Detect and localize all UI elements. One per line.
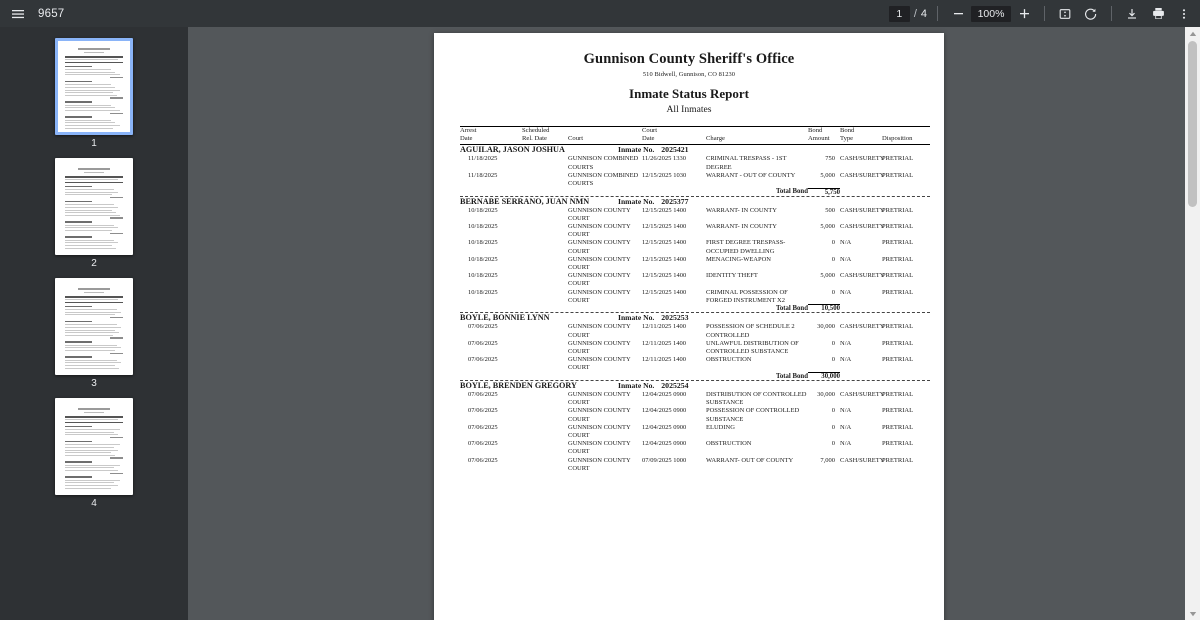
cell-bond-amount: 30,000 xyxy=(817,323,835,331)
fit-to-page-icon[interactable] xyxy=(1055,4,1075,24)
cell-arrest-date: 07/06/2025 xyxy=(468,323,498,331)
cell-bond-type: CASH/SURETY xyxy=(840,323,885,331)
cell-arrest-date: 11/18/2025 xyxy=(468,171,498,179)
cell-arrest-date: 07/06/2025 xyxy=(468,440,498,448)
download-icon[interactable] xyxy=(1122,4,1142,24)
column-header-4: Charge xyxy=(706,135,725,143)
charge-row xyxy=(460,356,930,372)
thumbnail-preview xyxy=(60,403,128,490)
cell-bond-amount: 0 xyxy=(831,255,835,263)
inmate-name: BOYLE, BONNIE LYNN xyxy=(460,313,550,323)
cell-arrest-date: 07/06/2025 xyxy=(468,356,498,364)
page-separator: / xyxy=(913,7,917,20)
cell-bond-amount: 0 xyxy=(831,423,835,431)
cell-bond-type: CASH/SURETY xyxy=(840,155,885,163)
cell-sched-rel-date xyxy=(522,223,568,239)
cell-bond-type: CASH/SURETY xyxy=(840,223,885,230)
cell-sched-rel-date xyxy=(522,340,568,356)
report-scope: All Inmates xyxy=(666,104,712,115)
cell-court-date: 07/09/2025 1000 xyxy=(642,456,687,464)
inmate-number: 2025421 xyxy=(661,145,689,155)
report-table-body xyxy=(460,127,930,473)
cell-charge: WARRANT - OUT OF COUNTY xyxy=(706,171,796,179)
cell-sched-rel-date xyxy=(522,457,568,473)
cell-court: GUNNISON COUNTY COURT xyxy=(568,239,631,255)
cell-disposition: PRETRIAL xyxy=(882,423,914,431)
cell-charge: CRIMINAL TRESPASS - 1ST DEGREE xyxy=(706,155,787,171)
inmate-report-table xyxy=(460,126,930,473)
cell-charge: OBSTRUCTION xyxy=(706,440,752,448)
thumbnail-item-1[interactable] xyxy=(0,38,188,149)
cell-charge: WARRANT- OUT OF COUNTY xyxy=(706,456,794,464)
cell-disposition: PRETRIAL xyxy=(882,407,914,415)
cell-arrest-date: 07/06/2025 xyxy=(468,456,498,464)
cell-sched-rel-date xyxy=(522,239,568,255)
cell-sched-rel-date xyxy=(522,323,568,339)
cell-bond-type: N/A xyxy=(840,239,852,247)
zoom-level-input[interactable] xyxy=(971,6,1011,22)
cell-court: GUNNISON COUNTY COURT xyxy=(568,223,631,239)
inmate-header-cell xyxy=(460,313,930,323)
charge-row xyxy=(460,239,930,255)
thumbnail-number: 1 xyxy=(91,138,97,149)
thumbnail-item-4[interactable] xyxy=(0,398,188,509)
cell-arrest-date: 10/18/2025 xyxy=(468,255,498,263)
toolbar-right-group xyxy=(889,4,1200,24)
cell-sched-rel-date xyxy=(522,272,568,288)
cell-arrest-date: 07/06/2025 xyxy=(468,339,498,347)
cell-sched-rel-date xyxy=(522,207,568,223)
cell-court: GUNNISON COUNTY COURT xyxy=(568,339,631,355)
cell-court: GUNNISON COUNTY COURT xyxy=(568,407,631,423)
cell-disposition: PRETRIAL xyxy=(882,239,914,247)
total-bond-row xyxy=(460,373,930,381)
more-options-icon[interactable] xyxy=(1174,4,1194,24)
thumbnail-item-3[interactable] xyxy=(0,278,188,389)
thumbnail-page-3[interactable] xyxy=(55,278,133,375)
cell-sched-rel-date xyxy=(522,356,568,372)
column-header-3: Court Date xyxy=(642,127,658,143)
thumbnail-number: 3 xyxy=(91,378,97,389)
cell-court: GUNNISON COUNTY COURT xyxy=(568,255,631,271)
cell-court-date: 12/15/2025 1400 xyxy=(642,239,687,247)
thumbnail-list xyxy=(0,27,188,509)
cell-bond-amount: 750 xyxy=(825,155,835,163)
zoom-in-icon[interactable] xyxy=(1014,4,1034,24)
cell-disposition: PRETRIAL xyxy=(882,339,914,347)
inmate-number: 2025254 xyxy=(661,381,689,390)
cell-court-date: 12/04/2025 0900 xyxy=(642,407,687,415)
cell-court-date: 12/15/2025 1400 xyxy=(642,255,687,263)
current-page-input[interactable] xyxy=(889,6,910,22)
cell-bond-type: N/A xyxy=(840,339,852,347)
column-header-1: Scheduled Rel. Date xyxy=(522,127,550,143)
cell-court-date: 12/11/2025 1400 xyxy=(642,323,686,331)
cell-bond-amount: 0 xyxy=(831,239,835,247)
cell-bond-amount: 5,000 xyxy=(820,223,835,230)
cell-bond-type: CASH/SURETY xyxy=(840,391,885,398)
inmate-name-row xyxy=(460,381,930,391)
inmate-number: 2025377 xyxy=(661,196,689,206)
total-bond-value: 30,000 xyxy=(808,373,840,381)
inmate-no-label: Inmate No. xyxy=(618,381,655,390)
print-icon[interactable] xyxy=(1148,4,1168,24)
cell-court-date: 12/15/2025 1030 xyxy=(642,171,687,179)
cell-sched-rel-date xyxy=(522,391,568,407)
cell-bond-amount: 500 xyxy=(825,206,835,214)
cell-bond-amount: 5,000 xyxy=(820,171,835,179)
cell-sched-rel-date xyxy=(522,407,568,423)
cell-arrest-date: 10/18/2025 xyxy=(468,288,498,296)
charge-row xyxy=(460,172,930,188)
charge-row xyxy=(460,223,930,239)
cell-bond-amount: 0 xyxy=(831,339,835,347)
inmate-name-row xyxy=(460,197,930,207)
thumbnail-preview xyxy=(60,283,128,370)
cell-sched-rel-date xyxy=(522,256,568,272)
cell-bond-amount: 5,000 xyxy=(820,272,835,280)
scroll-down-arrow-icon[interactable] xyxy=(1185,607,1200,620)
charge-row xyxy=(460,155,930,171)
pdf-toolbar xyxy=(0,0,1200,27)
cell-court-date: 12/04/2025 0900 xyxy=(642,391,687,398)
cell-charge: IDENTITY THEFT xyxy=(706,272,758,280)
cell-disposition: PRETRIAL xyxy=(882,206,914,214)
cell-court-date: 12/11/2025 1400 xyxy=(642,356,686,364)
cell-disposition: PRETRIAL xyxy=(882,288,914,296)
cell-arrest-date: 07/06/2025 xyxy=(468,407,498,415)
column-header-6: Bond Type xyxy=(840,127,855,143)
inmate-name: BOYLE, BRENDEN GREGORY xyxy=(460,381,577,390)
cell-bond-type: N/A xyxy=(840,407,852,415)
toolbar-divider-2 xyxy=(1044,6,1045,21)
cell-court-date: 12/15/2025 1400 xyxy=(642,288,687,296)
total-bond-label: Total Bond xyxy=(775,188,808,196)
cell-bond-amount: 0 xyxy=(831,288,835,296)
charge-row xyxy=(460,323,930,339)
charge-row xyxy=(460,407,930,423)
page-content xyxy=(434,33,944,473)
cell-sched-rel-date xyxy=(522,172,568,188)
thumbnail-page-1[interactable] xyxy=(55,38,133,135)
cell-court: GUNNISON COUNTY COURT xyxy=(568,323,631,339)
cell-charge: ELUDING xyxy=(706,423,735,431)
cell-disposition: PRETRIAL xyxy=(882,255,914,263)
total-bond-row xyxy=(460,305,930,313)
thumbnail-item-2[interactable] xyxy=(0,158,188,269)
cell-bond-amount: 7,000 xyxy=(820,456,835,464)
thumbnail-preview xyxy=(60,43,128,130)
cell-disposition: PRETRIAL xyxy=(882,223,914,230)
cell-court: GUNNISON COUNTY COURT xyxy=(568,206,631,222)
cell-court: GUNNISON COUNTY COURT xyxy=(568,423,631,439)
rotate-icon[interactable] xyxy=(1081,4,1101,24)
cell-bond-type: N/A xyxy=(840,440,852,448)
cell-bond-type: CASH/SURETY xyxy=(840,206,885,214)
inmate-no-label: Inmate No. xyxy=(618,313,655,323)
thumbnail-page-2[interactable] xyxy=(55,158,133,255)
column-header-7: Disposition xyxy=(882,135,913,143)
charge-row xyxy=(460,289,930,305)
vertical-scrollbar[interactable] xyxy=(1185,27,1200,620)
cell-bond-type: CASH/SURETY xyxy=(840,456,885,464)
total-bond-value: 10,500 xyxy=(808,305,840,313)
inmate-name-row xyxy=(460,313,930,323)
cell-court: GUNNISON COMBINED COURTS xyxy=(568,171,639,187)
cell-disposition: PRETRIAL xyxy=(882,356,914,364)
cell-charge: WARRANT- IN COUNTY xyxy=(706,206,777,214)
cell-arrest-date: 11/18/2025 xyxy=(468,155,498,163)
cell-arrest-date: 07/06/2025 xyxy=(468,423,498,431)
cell-bond-amount: 0 xyxy=(831,440,835,448)
cell-arrest-date: 10/18/2025 xyxy=(468,272,498,280)
toolbar-divider-3 xyxy=(1111,6,1112,21)
cell-charge: POSSESSION OF CONTROLLED SUBSTANCE xyxy=(706,407,800,423)
cell-arrest-date: 10/18/2025 xyxy=(468,223,498,230)
cell-court: GUNNISON COUNTY COURT xyxy=(568,440,631,456)
cell-court-date: 11/26/2025 1330 xyxy=(642,155,686,163)
cell-charge: POSSESSION OF SCHEDULE 2 CONTROLLED xyxy=(706,323,795,339)
total-bond-value: 5,750 xyxy=(808,188,840,196)
inmate-name: BERNABE SERRANO, JUAN NMN xyxy=(460,196,590,206)
cell-disposition: PRETRIAL xyxy=(882,272,914,280)
charge-row xyxy=(460,391,930,407)
cell-bond-type: N/A xyxy=(840,423,852,431)
cell-disposition: PRETRIAL xyxy=(882,391,914,398)
zoom-out-icon[interactable] xyxy=(948,4,968,24)
report-title: Inmate Status Report xyxy=(629,86,749,101)
column-header-2: Court xyxy=(568,135,584,143)
inmate-name: AGUILAR, JASON JOSHUA xyxy=(460,145,565,155)
inmate-header-cell xyxy=(460,197,930,207)
charge-row xyxy=(460,207,930,223)
cell-court: GUNNISON COUNTY COURT xyxy=(568,272,631,288)
charge-row xyxy=(460,424,930,440)
toolbar-left-group xyxy=(0,4,64,24)
cell-sched-rel-date xyxy=(522,289,568,305)
cell-sched-rel-date xyxy=(522,440,568,456)
cell-arrest-date: 10/18/2025 xyxy=(468,239,498,247)
inmate-name-row xyxy=(460,145,930,156)
inmate-no-label: Inmate No. xyxy=(618,196,655,206)
cell-disposition: PRETRIAL xyxy=(882,171,914,179)
charge-row xyxy=(460,340,930,356)
cell-charge: MENACING-WEAPON xyxy=(706,255,771,263)
charge-row xyxy=(460,440,930,456)
charge-row xyxy=(460,457,930,473)
cell-bond-type: CASH/SURETY xyxy=(840,272,885,280)
total-bond-row xyxy=(460,188,930,196)
cell-charge: CRIMINAL POSSESSION OF FORGED INSTRUMENT X2 xyxy=(706,288,788,304)
cell-court: GUNNISON COUNTY COURT xyxy=(568,356,631,372)
document-title: 9657 xyxy=(38,7,65,20)
scroll-up-arrow-icon[interactable] xyxy=(1185,27,1200,40)
cell-court-date: 12/15/2025 1400 xyxy=(642,223,687,230)
cell-disposition: PRETRIAL xyxy=(882,155,914,163)
thumbnail-number: 4 xyxy=(91,498,97,509)
cell-arrest-date: 07/06/2025 xyxy=(468,391,498,398)
cell-charge: FIRST DEGREE TRESPASS-OCCUPIED DWELLING xyxy=(706,239,786,255)
cell-court-date: 12/15/2025 1400 xyxy=(642,272,687,280)
document-page-1 xyxy=(434,33,944,620)
scrollbar-thumb[interactable] xyxy=(1188,41,1197,207)
charge-row xyxy=(460,256,930,272)
cell-court-date: 12/15/2025 1400 xyxy=(642,206,687,214)
cell-court-date: 12/04/2025 0900 xyxy=(642,440,687,448)
charge-row xyxy=(460,272,930,288)
cell-charge: DISTRIBUTION OF CONTROLLED SUBSTANCE xyxy=(706,391,807,407)
cell-bond-amount: 30,000 xyxy=(817,391,835,398)
cell-court-date: 12/04/2025 0900 xyxy=(642,423,687,431)
total-bond-label: Total Bond xyxy=(775,304,808,312)
cell-court: GUNNISON COUNTY COURT xyxy=(568,288,631,304)
cell-bond-amount: 0 xyxy=(831,407,835,415)
hamburger-menu-icon[interactable] xyxy=(8,4,28,24)
cell-court: GUNNISON COUNTY COURT xyxy=(568,456,631,472)
cell-bond-type: N/A xyxy=(840,255,852,263)
thumbnail-page-4[interactable] xyxy=(55,398,133,495)
inmate-number: 2025253 xyxy=(661,313,689,323)
cell-bond-type: N/A xyxy=(840,356,852,364)
cell-sched-rel-date xyxy=(522,155,568,171)
cell-court-date: 12/11/2025 1400 xyxy=(642,339,686,347)
org-name: Gunnison County Sheriff's Office xyxy=(583,51,795,67)
inmate-no-label: Inmate No. xyxy=(618,145,655,155)
thumbnail-preview xyxy=(60,163,128,250)
cell-sched-rel-date xyxy=(522,424,568,440)
cell-bond-amount: 0 xyxy=(831,356,835,364)
cell-charge: WARRANT- IN COUNTY xyxy=(706,223,777,230)
cell-court: GUNNISON COUNTY COURT xyxy=(568,391,631,407)
toolbar-divider-1 xyxy=(937,6,938,21)
zoom-controls xyxy=(948,4,1034,24)
inmate-header-cell xyxy=(460,145,930,156)
table-column-headers xyxy=(460,127,930,144)
cell-charge: UNLAWFUL DISTRIBUTION OF CONTROLLED SUBSTANCE xyxy=(706,339,799,355)
page-navigation xyxy=(889,6,927,22)
total-bond-label: Total Bond xyxy=(775,372,808,380)
cell-disposition: PRETRIAL xyxy=(882,323,914,331)
cell-disposition: PRETRIAL xyxy=(882,440,914,448)
org-address: 510 Bidwell, Gunnison, CO 81230 xyxy=(642,71,736,78)
column-header-5: Bond Amount xyxy=(808,127,830,143)
column-header-0: Arrest Date xyxy=(460,127,477,143)
thumbnail-number: 2 xyxy=(91,258,97,269)
document-viewer[interactable] xyxy=(188,27,1200,620)
cell-court: GUNNISON COMBINED COURTS xyxy=(568,155,639,171)
cell-disposition: PRETRIAL xyxy=(882,456,914,464)
total-pages-label: 4 xyxy=(920,7,927,20)
cell-arrest-date: 10/18/2025 xyxy=(468,206,498,214)
thumbnail-sidebar xyxy=(0,27,188,620)
inmate-header-cell xyxy=(460,381,930,391)
cell-bond-type: CASH/SURETY xyxy=(840,171,885,179)
cell-bond-type: N/A xyxy=(840,288,852,296)
cell-charge: OBSTRUCTION xyxy=(706,356,752,364)
